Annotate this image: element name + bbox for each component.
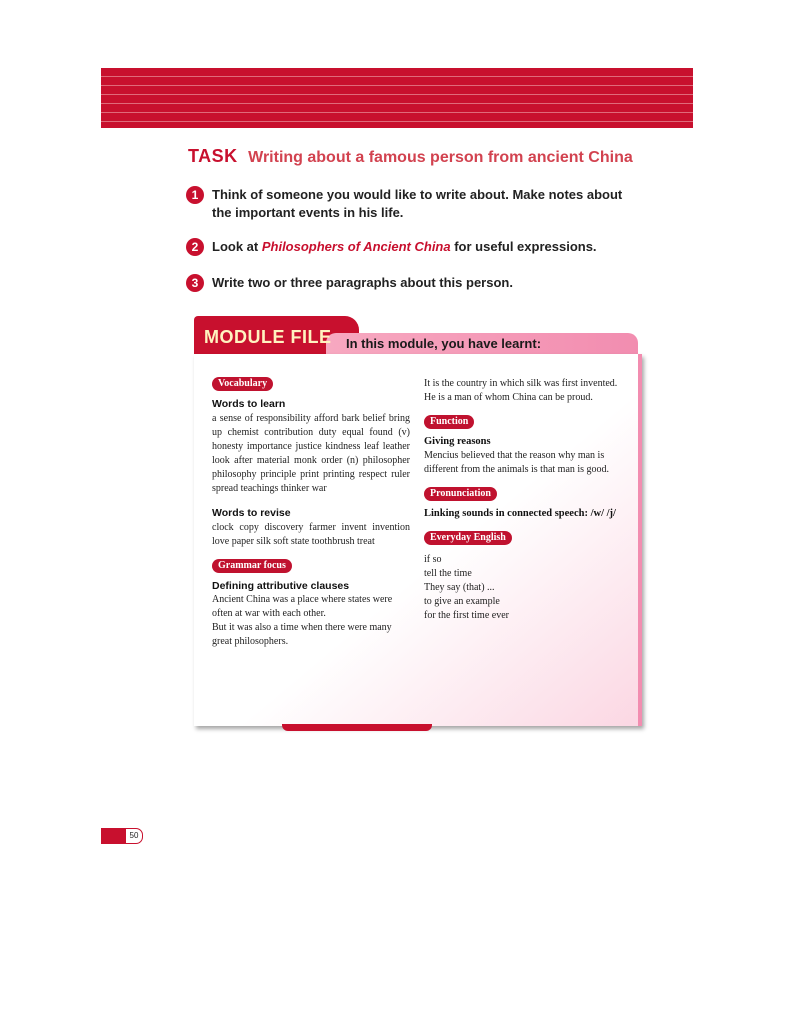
step-number-2-icon: 2: [186, 238, 204, 256]
grammar-example-4: He is a man of whom China can be proud.: [424, 392, 593, 403]
header-band: [101, 68, 693, 128]
spacer: [424, 477, 634, 487]
everyday-english-badge: Everyday English: [424, 531, 512, 545]
grammar-example-1: Ancient China was a place where states were often at war with each other.: [212, 594, 393, 619]
words-to-revise-list: clock copy discovery farmer invent invention love paper silk soft state toothbrush treat: [212, 522, 410, 547]
task-heading: Writing about a famous person from ancient China: [248, 149, 633, 166]
grammar-example-3: It is the country in which silk was first invented.: [424, 378, 618, 389]
step-text-1: Think of someone you would like to write about. Make notes about the important events in his life.: [212, 187, 623, 220]
page-number: 50: [125, 828, 143, 844]
task-step-2: [186, 238, 642, 256]
step-number-1-icon: 1: [186, 186, 204, 204]
grammar-example-2: But it was also a time when there were many great philosophers.: [212, 622, 392, 647]
spacer: [212, 549, 410, 559]
everyday-item: to give an example: [424, 596, 500, 607]
everyday-item: They say (that) ...: [424, 582, 495, 593]
task-title: [188, 146, 633, 167]
grammar-heading: Defining attributive clauses: [212, 580, 350, 592]
task-label: TASK: [188, 146, 238, 166]
vocabulary-badge: Vocabulary: [212, 377, 273, 391]
module-file-subtitle: In this module, you have learnt:: [346, 336, 542, 351]
function-heading: Giving reasons: [424, 436, 491, 447]
everyday-item: if so: [424, 554, 442, 565]
step-text-3: Write two or three paragraphs about this person.: [212, 275, 513, 290]
pronunciation-badge: Pronunciation: [424, 487, 497, 501]
everyday-item: tell the time: [424, 568, 472, 579]
step-2-after: for useful expressions.: [450, 239, 597, 254]
module-file-bottom-tab: [282, 724, 432, 731]
spacer: [424, 545, 634, 553]
words-to-revise-heading: Words to revise: [212, 507, 291, 519]
grammar-focus-badge: Grammar focus: [212, 559, 292, 573]
module-file-left-column: [212, 377, 410, 649]
step-2-before: Look at: [212, 239, 262, 254]
everyday-item: for the first time ever: [424, 610, 509, 621]
function-badge: Function: [424, 415, 474, 429]
pronunciation-heading: Linking sounds in connected speech: /w/ /j/: [424, 508, 616, 519]
step-number-3-icon: 3: [186, 274, 204, 292]
step-2-book-title: Philosophers of Ancient China: [261, 239, 451, 254]
module-file-label: MODULE FILE: [204, 327, 332, 347]
module-file-right-column: [424, 377, 634, 623]
task-step-1: [186, 186, 642, 222]
page-number-bar: [101, 828, 125, 844]
spacer: [424, 405, 634, 415]
step-text-2: [212, 238, 642, 256]
words-to-learn-heading: Words to learn: [212, 398, 286, 410]
function-text: Mencius believed that the reason why man is different from the animals is that man is good.: [424, 450, 610, 475]
words-to-learn-list: a sense of responsibility afford bark belief bring up chemist contribution duty equal found (v) honesty importance justice kindness leaf leather look after material monk order (n) philosopher philosophy principle print printing respect ruler spread teachings thinker war: [212, 413, 410, 494]
spacer: [424, 521, 634, 531]
task-step-3: [186, 274, 642, 292]
